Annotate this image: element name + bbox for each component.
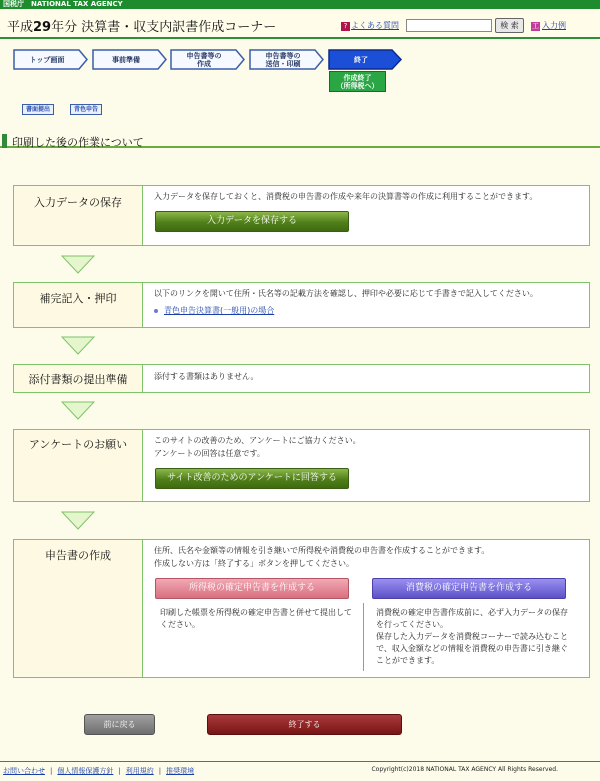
- save-text: 入力データを保存しておくと、消費税の申告書の作成や来年の決算書等の作成に利用することができます。: [154, 192, 538, 201]
- paper-submit-button[interactable]: 書面提出: [22, 104, 54, 115]
- survey-note: アンケートの回答は任意です。: [154, 449, 265, 458]
- fill-link-row: [154, 305, 583, 317]
- bullet-icon: [154, 309, 158, 313]
- title-year: 29: [33, 20, 52, 35]
- step-prepare[interactable]: [92, 49, 167, 70]
- step-label: 事前準備: [112, 55, 140, 64]
- heading-mark: [2, 134, 7, 148]
- faq-link[interactable]: [341, 20, 399, 31]
- fill-section: [13, 282, 590, 328]
- income-tax-button[interactable]: 所得税の確定申告書を作成する: [155, 578, 349, 599]
- flow-arrow-icon: [61, 401, 95, 420]
- section-heading: [0, 134, 600, 148]
- page-title: [7, 16, 276, 35]
- survey-button[interactable]: サイト改善のためのアンケートに回答する: [155, 468, 349, 489]
- flow-arrow-icon: [61, 511, 95, 530]
- copyright: Copyright(c)2018 NATIONAL TAX AGENCY All Rights Reserved.: [371, 766, 558, 773]
- create-label: 申告書の作成: [14, 540, 143, 677]
- title-prefix: 平成: [7, 20, 34, 35]
- save-section: [13, 185, 590, 246]
- footer-separator: |: [118, 767, 121, 775]
- blue-return-button[interactable]: 青色申告: [70, 104, 102, 115]
- substep-finish-income: 作成終了 （所得税へ）: [329, 71, 386, 92]
- title-rest: 年分 決算書・収支内訳書作成コーナー: [51, 20, 277, 35]
- step-send-print[interactable]: [249, 49, 324, 70]
- example-link[interactable]: [531, 20, 566, 31]
- step-label: 申告書等の 作成: [186, 51, 222, 68]
- footer-link-environment[interactable]: 推奨環境: [166, 767, 195, 775]
- search-input[interactable]: [406, 19, 492, 32]
- section-heading-text: 印刷した後の作業について: [12, 136, 144, 149]
- consumption-tax-text: 消費税の確定申告書作成前に、必ず入力データの保存を行ってください。 保存した入力データを消費税コーナーで読み込むことで、収入金額などの情報を消費税の申告書に引き継ぐことができます。: [376, 608, 568, 665]
- survey-label: アンケートのお願い: [14, 430, 143, 501]
- income-tax-text: 印刷した帳票を所得税の確定申告書と併せて提出してください。: [160, 608, 352, 629]
- consumption-tax-button[interactable]: 消費税の確定申告書を作成する: [372, 578, 566, 599]
- footer-separator: |: [50, 767, 53, 775]
- example-label: 入力例: [542, 21, 566, 30]
- step-top[interactable]: [13, 49, 88, 70]
- question-icon: ?: [341, 22, 350, 31]
- step-create[interactable]: [170, 49, 245, 70]
- finish-button[interactable]: 終了する: [207, 714, 402, 735]
- flow-arrow-icon: [61, 255, 95, 274]
- agency-bar: 国税庁 NATIONAL TAX AGENCY: [0, 0, 600, 9]
- footer: [0, 761, 600, 781]
- footer-link-privacy[interactable]: 個人情報保護方針: [57, 767, 114, 775]
- survey-text: このサイトの改善のため、アンケートにご協力ください。: [154, 436, 361, 445]
- footer-link-terms[interactable]: 利用規約: [125, 767, 154, 775]
- attach-section: [13, 364, 590, 393]
- column-divider: [363, 603, 364, 671]
- save-data-button[interactable]: 入力データを保存する: [155, 211, 349, 232]
- flow-arrow-icon: [61, 336, 95, 355]
- save-label: 入力データの保存: [14, 186, 143, 245]
- step-finish: [328, 49, 403, 70]
- step-label: 申告書等の 送信・印刷: [265, 51, 301, 68]
- footer-links: [3, 766, 194, 776]
- example-icon: 工: [532, 22, 539, 30]
- create-text-2: 作成しない方は「終了する」ボタンを押してください。: [154, 559, 354, 568]
- survey-section: [13, 429, 590, 502]
- search-button[interactable]: 検 索: [495, 18, 524, 33]
- blue-return-general-link[interactable]: 青色申告決算書(一般用)の場合: [164, 306, 275, 315]
- create-section: [13, 539, 590, 678]
- attach-label: 添付書類の提出準備: [14, 365, 143, 392]
- back-button[interactable]: 前に戻る: [84, 714, 155, 735]
- fill-text: 以下のリンクを開いて住所・氏名等の記載方法を確認し、押印や必要に応じて手書きで記入してください。: [154, 289, 538, 298]
- footer-link-contact[interactable]: お問い合わせ: [3, 767, 45, 775]
- step-label: トップ画面: [29, 55, 65, 64]
- faq-label: よくある質問: [351, 21, 399, 30]
- attach-text: 添付する書類はありません。: [154, 372, 259, 381]
- step-label: 終了: [354, 55, 368, 64]
- fill-label: 補完記入・押印: [14, 283, 143, 327]
- footer-separator: |: [158, 767, 162, 775]
- header: [0, 9, 600, 39]
- create-text-1: 住所、氏名や金額等の情報を引き継いで所得税や消費税の申告書を作成することができます。: [154, 546, 490, 555]
